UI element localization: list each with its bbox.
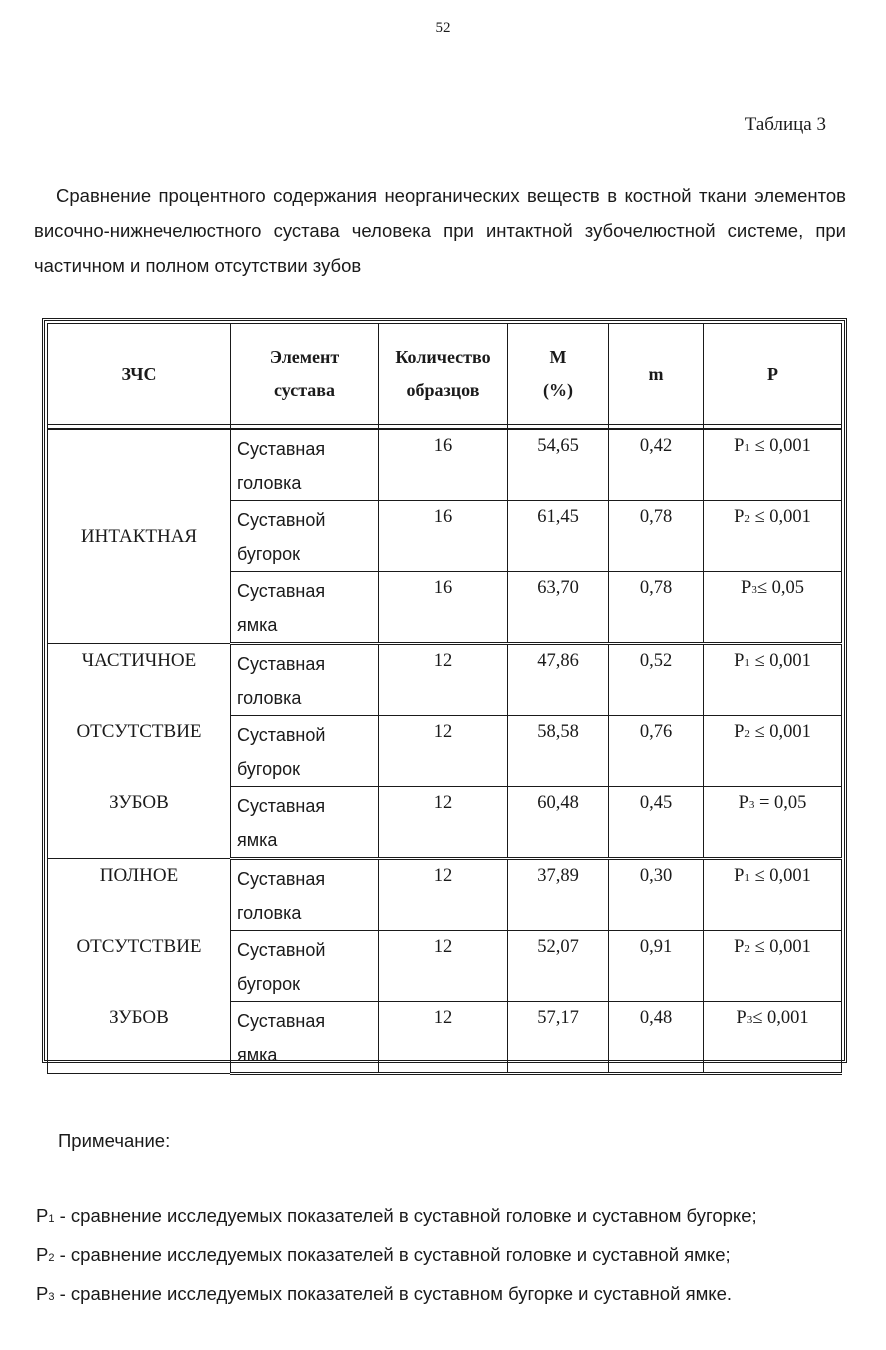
element-line: ямка bbox=[237, 830, 278, 850]
cell-count: 12 bbox=[379, 787, 508, 859]
p-subscript: 1 bbox=[744, 657, 750, 669]
element-line: Суставная bbox=[237, 796, 326, 816]
notes-list bbox=[36, 1198, 757, 1315]
p-value: ≤ 0,001 bbox=[749, 507, 811, 527]
element-line: бугорок bbox=[237, 544, 300, 564]
element-line: ямка bbox=[237, 1045, 278, 1065]
element-line: Суставной bbox=[237, 510, 326, 530]
group-label bbox=[48, 644, 231, 859]
cell-mean: 61,45 bbox=[508, 501, 609, 572]
element-line: Суставная bbox=[237, 869, 326, 889]
p-symbol: P bbox=[734, 507, 745, 527]
note-subscript: 2 bbox=[48, 1252, 55, 1264]
p-subscript: 1 bbox=[744, 872, 750, 884]
header-zchs: ЗЧС bbox=[48, 324, 231, 425]
cell-element bbox=[231, 429, 379, 501]
table-row bbox=[48, 644, 842, 716]
cell-count: 16 bbox=[379, 572, 508, 644]
note-subscript: 1 bbox=[48, 1213, 55, 1225]
note-title: Примечание: bbox=[58, 1130, 171, 1151]
cell-element bbox=[231, 1002, 379, 1074]
cell-p bbox=[704, 716, 842, 787]
element-line: Суставная bbox=[237, 654, 326, 674]
p-subscript: 2 bbox=[744, 728, 750, 740]
element-line: Суставная bbox=[237, 581, 326, 601]
cell-count: 12 bbox=[379, 931, 508, 1002]
cell-error: 0,78 bbox=[609, 572, 704, 644]
cell-error: 0,76 bbox=[609, 716, 704, 787]
group-label-line: ЗУБОВ bbox=[109, 1007, 169, 1028]
cell-error: 0,52 bbox=[609, 644, 704, 716]
cell-error: 0,45 bbox=[609, 787, 704, 859]
p-symbol: P bbox=[738, 793, 749, 813]
note-subscript: 3 bbox=[48, 1291, 55, 1303]
element-line: головка bbox=[237, 473, 302, 493]
p-value: ≤ 0,001 bbox=[749, 937, 811, 957]
element-line: Суставная bbox=[237, 439, 326, 459]
group-label bbox=[48, 859, 231, 1074]
group-label-line: ИНТАКТНАЯ bbox=[80, 525, 198, 547]
group-label-line: ЧАСТИЧНОЕ bbox=[81, 650, 197, 671]
cell-mean: 63,70 bbox=[508, 572, 609, 644]
data-table bbox=[47, 323, 842, 1075]
cell-mean: 47,86 bbox=[508, 644, 609, 716]
header-error: m bbox=[609, 324, 704, 425]
p-symbol: P bbox=[734, 866, 745, 886]
group-label-line: ОТСУТСТВИЕ bbox=[76, 721, 202, 742]
caption-text: Сравнение процентного содержания неорганических веществ в костной ткани элементов височно-нижнечелюстного сустава человека при интактной зубочелюстной системе, при частичном и полном отсутствии зубов bbox=[34, 185, 846, 276]
header-mean: M (%) bbox=[508, 324, 609, 425]
group-label-line: ЗУБОВ bbox=[109, 792, 169, 813]
cell-error: 0,48 bbox=[609, 1002, 704, 1074]
element-line: Суставной bbox=[237, 940, 326, 960]
note-symbol: P bbox=[36, 1244, 49, 1265]
p-value: ≤ 0,001 bbox=[749, 436, 811, 456]
cell-mean: 37,89 bbox=[508, 859, 609, 931]
group-label bbox=[48, 429, 231, 644]
cell-error: 0,91 bbox=[609, 931, 704, 1002]
page-number: 52 bbox=[435, 20, 451, 36]
cell-error: 0,30 bbox=[609, 859, 704, 931]
p-value: = 0,05 bbox=[754, 793, 807, 813]
cell-mean: 58,58 bbox=[508, 716, 609, 787]
note-text: - сравнение исследуемых показателей в суставной головке и суставном бугорке; bbox=[54, 1205, 757, 1226]
cell-mean: 52,07 bbox=[508, 931, 609, 1002]
p-value: ≤ 0,001 bbox=[749, 651, 811, 671]
p-symbol: P bbox=[734, 722, 745, 742]
cell-error: 0,78 bbox=[609, 501, 704, 572]
cell-count: 12 bbox=[379, 1002, 508, 1074]
cell-p bbox=[704, 429, 842, 501]
p-subscript: 2 bbox=[744, 513, 750, 525]
cell-p bbox=[704, 1002, 842, 1074]
p-subscript: 3 bbox=[751, 584, 757, 596]
p-value: ≤ 0,001 bbox=[752, 1008, 809, 1028]
note-item bbox=[36, 1276, 757, 1315]
cell-p bbox=[704, 644, 842, 716]
element-line: ямка bbox=[237, 615, 278, 635]
table-row bbox=[48, 429, 842, 501]
cell-count: 16 bbox=[379, 429, 508, 501]
p-symbol: P bbox=[734, 651, 745, 671]
note-item bbox=[36, 1237, 757, 1276]
cell-element bbox=[231, 931, 379, 1002]
p-value: ≤ 0,001 bbox=[749, 866, 811, 886]
element-line: головка bbox=[237, 903, 302, 923]
cell-p bbox=[704, 787, 842, 859]
p-subscript: 2 bbox=[744, 943, 750, 955]
cell-count: 12 bbox=[379, 859, 508, 931]
header-p: P bbox=[704, 324, 842, 425]
element-line: Суставной bbox=[237, 725, 326, 745]
note-symbol: P bbox=[36, 1283, 49, 1304]
p-symbol: P bbox=[734, 937, 745, 957]
group-label-line: ОТСУТСТВИЕ bbox=[76, 936, 202, 957]
p-symbol: P bbox=[741, 578, 752, 598]
data-table-frame bbox=[42, 318, 847, 1063]
p-value: ≤ 0,001 bbox=[749, 722, 811, 742]
group-label-line: ПОЛНОЕ bbox=[99, 865, 179, 886]
header-count: Количество образцов bbox=[379, 324, 508, 425]
cell-count: 12 bbox=[379, 644, 508, 716]
table-caption bbox=[34, 178, 846, 283]
element-line: Суставная bbox=[237, 1011, 326, 1031]
p-symbol: P bbox=[734, 436, 745, 456]
table-label: Таблица 3 bbox=[744, 114, 826, 135]
cell-p bbox=[704, 501, 842, 572]
p-symbol: P bbox=[736, 1008, 747, 1028]
note-symbol: P bbox=[36, 1205, 49, 1226]
cell-mean: 54,65 bbox=[508, 429, 609, 501]
table-header-row bbox=[48, 324, 842, 425]
p-subscript: 1 bbox=[744, 442, 750, 454]
cell-count: 16 bbox=[379, 501, 508, 572]
element-line: головка bbox=[237, 688, 302, 708]
cell-element bbox=[231, 716, 379, 787]
cell-element bbox=[231, 859, 379, 931]
table-row bbox=[48, 859, 842, 931]
element-line: бугорок bbox=[237, 974, 300, 994]
cell-error: 0,42 bbox=[609, 429, 704, 501]
cell-element bbox=[231, 787, 379, 859]
table-body bbox=[48, 429, 842, 1074]
cell-mean: 57,17 bbox=[508, 1002, 609, 1074]
note-text: - сравнение исследуемых показателей в суставном бугорке и суставной ямке. bbox=[54, 1283, 733, 1304]
header-element: Элемент сустава bbox=[231, 324, 379, 425]
p-value: ≤ 0,05 bbox=[756, 578, 804, 598]
cell-p bbox=[704, 931, 842, 1002]
cell-element bbox=[231, 644, 379, 716]
element-line: бугорок bbox=[237, 759, 300, 779]
cell-element bbox=[231, 501, 379, 572]
p-subscript: 3 bbox=[746, 1014, 753, 1026]
cell-count: 12 bbox=[379, 716, 508, 787]
note-text: - сравнение исследуемых показателей в суставной головке и суставной ямке; bbox=[54, 1244, 731, 1265]
p-subscript: 3 bbox=[748, 799, 755, 811]
note-item bbox=[36, 1198, 757, 1237]
cell-element bbox=[231, 572, 379, 644]
cell-mean: 60,48 bbox=[508, 787, 609, 859]
cell-p bbox=[704, 859, 842, 931]
cell-p bbox=[704, 572, 842, 644]
